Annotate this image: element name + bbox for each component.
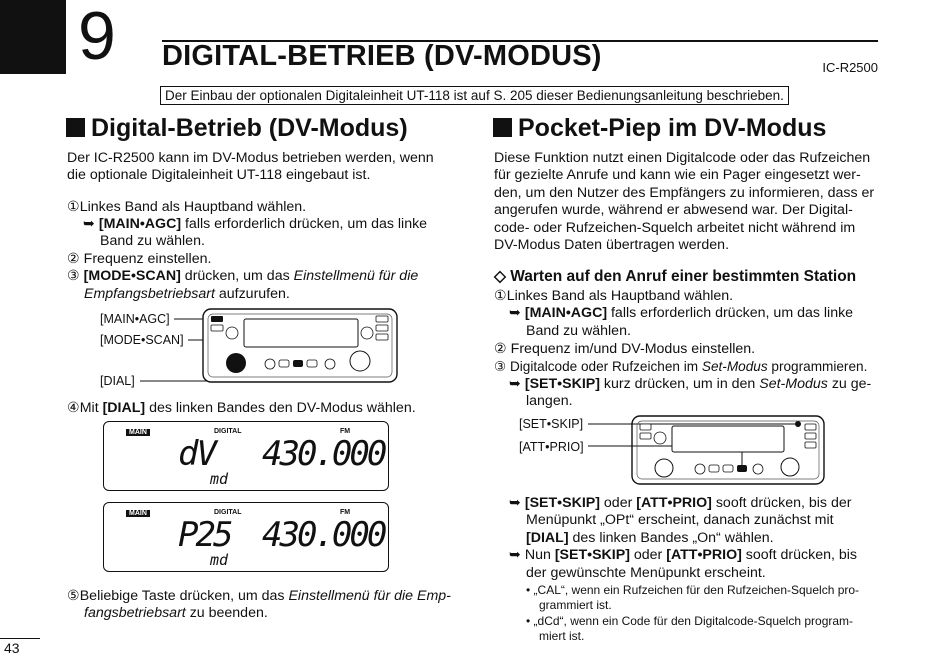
square-bullet-icon <box>66 118 85 137</box>
label-main-agc: [MAIN•AGC] <box>100 312 170 326</box>
lcd-display-dv <box>103 421 389 491</box>
chapter-tab <box>0 0 66 74</box>
right-bullet-1-3: [DIAL] des linken Bandes „On“ wählen. <box>526 530 774 546</box>
page-number: 43 <box>4 640 20 656</box>
chapter-title: DIGITAL-BETRIEB (DV-MODUS) <box>162 40 602 72</box>
label-dial: [DIAL] <box>100 374 135 388</box>
right-heading: Pocket-Piep im DV-Modus <box>493 114 826 143</box>
install-notice: Der Einbau der optionalen Digitaleinheit UT-118 ist auf S. 205 dieser Bedienungsanleitung beschrieben. <box>160 86 789 105</box>
left-step-2: ② Frequenz einstellen. <box>67 251 212 267</box>
lcd-fm-indicator: FM <box>340 428 351 435</box>
right-step-3-sub: ➥ [SET•SKIP] kurz drücken, um in den Set-Modus zu ge- <box>509 376 872 392</box>
right-bullet-2-2: der gewünschte Menüpunkt erscheint. <box>526 565 766 581</box>
lcd-digital-indicator: DIGITAL <box>214 509 242 516</box>
note-dcd: • „dCd“, wenn ein Code für den Digitalcode-Squelch program- <box>526 614 854 628</box>
square-bullet-icon <box>493 118 512 137</box>
left-step-4: ④Mit [DIAL] des linken Bandes den DV-Modus wählen. <box>67 400 416 416</box>
right-step-3-sub-2: langen. <box>526 393 573 409</box>
right-bullet-2: ➥ Nun [SET•SKIP] oder [ATT•PRIO] sooft drücken, bis <box>509 547 857 563</box>
lcd-mode-readout: P25 <box>178 515 231 555</box>
right-step-2: ② Frequenz im/und DV-Modus einstellen. <box>494 341 756 357</box>
right-para-6: DV-Modus Daten übertragen werden. <box>494 237 730 253</box>
right-subheading: ◇ Warten auf den Anruf einer bestimmten Station <box>494 268 857 285</box>
left-step-3: ③ [MODE•SCAN] drücken, um das Einstellmenü für die <box>67 268 419 284</box>
lcd-frequency-readout: 430.000 <box>262 515 385 555</box>
lcd-display-p25 <box>103 502 389 572</box>
right-step-1-sub-2: Band zu wählen. <box>526 323 631 339</box>
left-step-5-2: fangsbetriebsart zu beenden. <box>84 605 268 621</box>
lcd-main-badge: MAIN <box>126 429 150 436</box>
left-intro-2: die optionale Digitaleinheit UT-118 eingebaut ist. <box>67 167 371 183</box>
lcd-frequency-readout: 430.000 <box>262 434 385 474</box>
right-step-3: ③ Digitalcode oder Rufzeichen im Set-Modus programmieren. <box>494 359 868 374</box>
lcd-mode-readout: dV <box>178 434 215 474</box>
label-mode-scan: [MODE•SCAN] <box>100 333 184 347</box>
left-step-3-2: Empfangsbetriebsart aufzurufen. <box>84 286 290 302</box>
radio-front-panel-diagram-right <box>580 410 830 490</box>
lcd-fm-indicator: FM <box>340 509 351 516</box>
left-step-1: ①Linkes Band als Hauptband wählen. <box>67 199 307 215</box>
note-dcd-2: miert ist. <box>539 629 585 643</box>
left-step-5: ⑤Beliebige Taste drücken, um das Einstellmenü für die Emp- <box>67 588 451 604</box>
footer-rule <box>0 638 40 639</box>
label-att-prio: [ATT•PRIO] <box>519 440 584 454</box>
right-para-5: code- oder Rufzeichen-Squelch arbeitet nicht während im <box>494 220 856 236</box>
model-name: IC-R2500 <box>822 60 878 75</box>
right-para-4: angerufen wurde, während er abwesend war. Der Digital- <box>494 202 853 218</box>
lcd-digital-indicator: DIGITAL <box>214 428 242 435</box>
note-cal-2: grammiert ist. <box>539 598 612 612</box>
left-heading: Digital-Betrieb (DV-Modus) <box>66 114 408 143</box>
label-set-skip: [SET•SKIP] <box>519 417 584 431</box>
lcd-main-badge: MAIN <box>126 510 150 517</box>
radio-front-panel-diagram <box>140 306 400 390</box>
chapter-number: 9 <box>78 0 116 74</box>
right-para-1: Diese Funktion nutzt einen Digitalcode oder das Rufzeichen <box>494 150 871 166</box>
left-intro-1: Der IC-R2500 kann im DV-Modus betrieben werden, wenn <box>67 150 434 166</box>
right-para-2: für gezielte Anrufe und kann wie ein Pager eingesetzt wer- <box>494 167 861 183</box>
right-step-1-sub: ➥ [MAIN•AGC] falls erforderlich drücken, um das linke <box>509 305 854 321</box>
left-step-1-sub: ➥ [MAIN•AGC] falls erforderlich drücken, um das linke <box>83 216 428 232</box>
right-step-1: ①Linkes Band als Hauptband wählen. <box>494 288 734 304</box>
right-bullet-1-2: Menüpunkt „OPt“ erscheint, danach zunächst mit <box>526 512 834 528</box>
right-para-3: den, um den Nutzer des Empfängers zu informieren, dass er <box>494 185 875 201</box>
lcd-sub-readout: md <box>210 551 229 569</box>
lcd-sub-readout: md <box>210 470 229 488</box>
note-cal: • „CAL“, wenn ein Rufzeichen für den Rufzeichen-Squelch pro- <box>526 583 860 597</box>
right-bullet-1: ➥ [SET•SKIP] oder [ATT•PRIO] sooft drücken, bis der <box>509 495 852 511</box>
left-step-1-sub-2: Band zu wählen. <box>100 233 205 249</box>
